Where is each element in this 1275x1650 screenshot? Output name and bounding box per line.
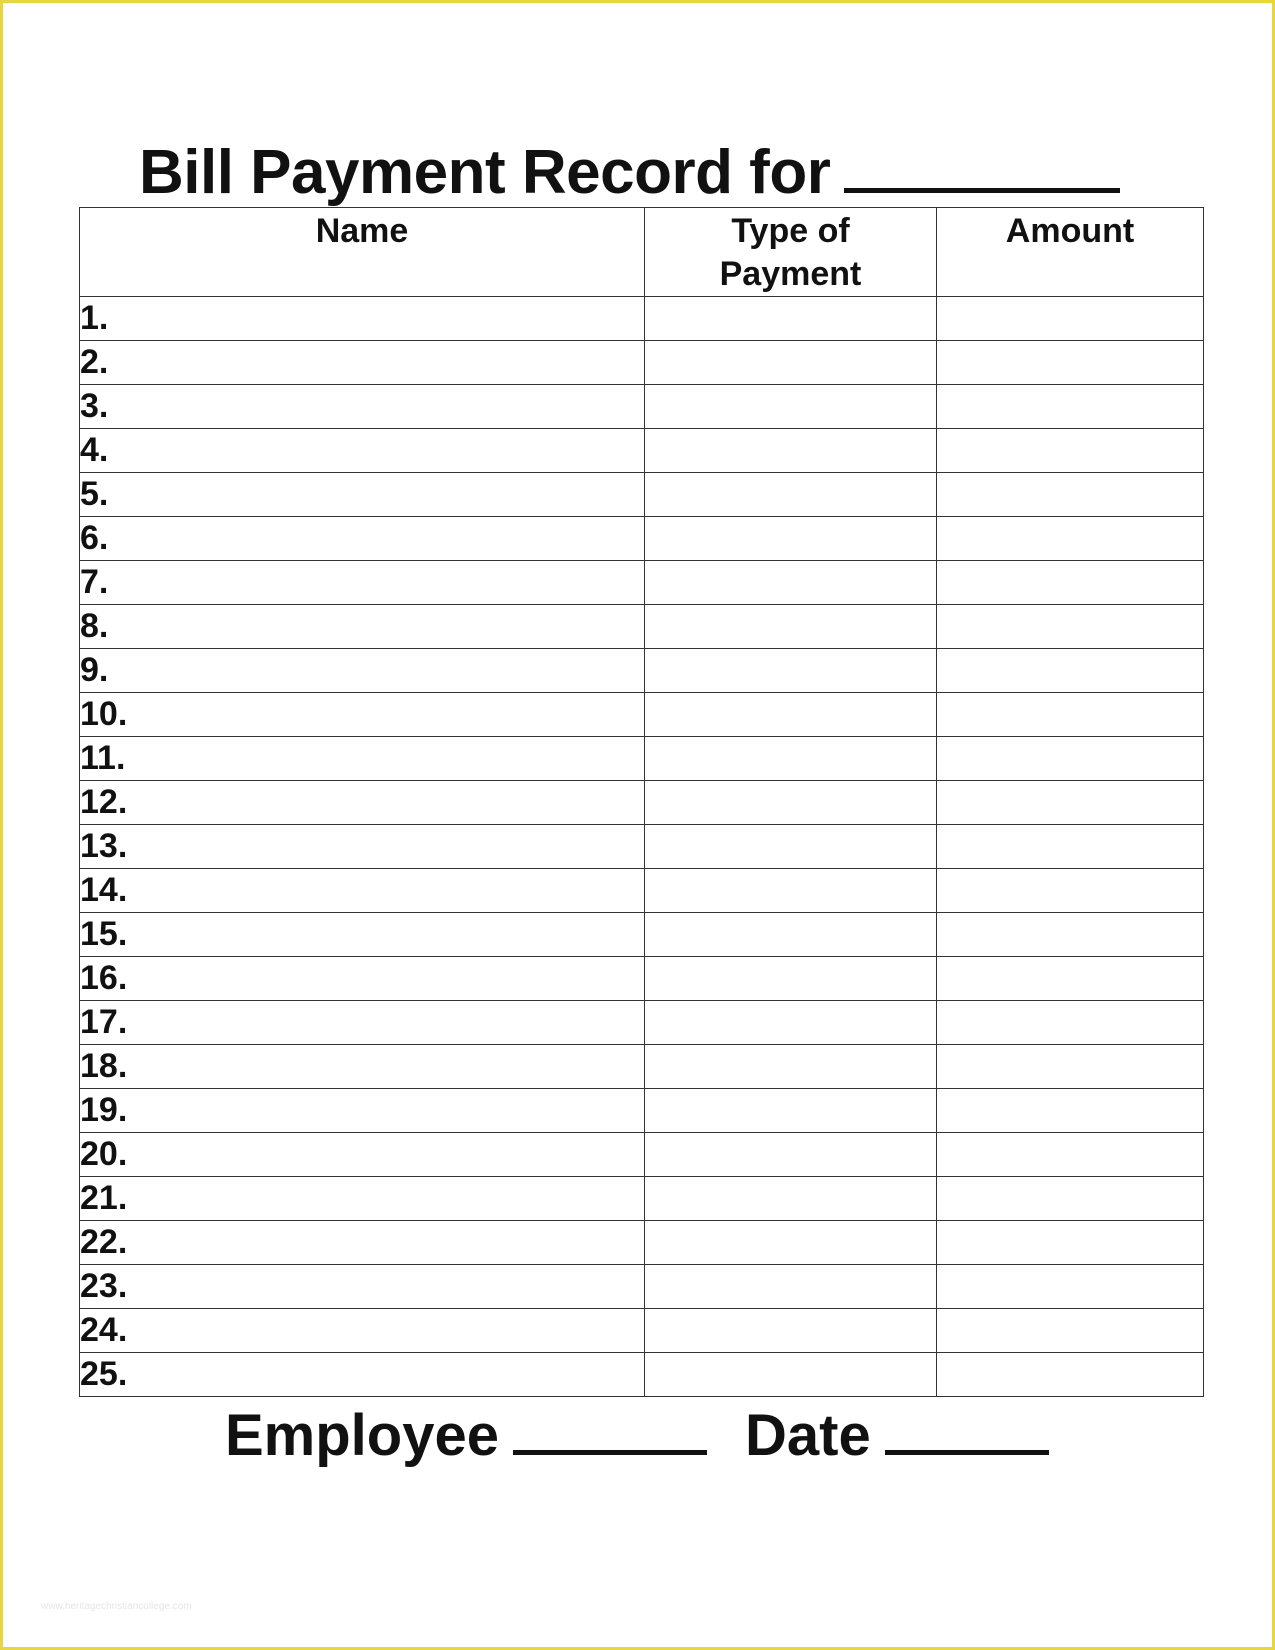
column-header-type-of-payment — [645, 208, 937, 297]
amount-cell[interactable] — [937, 1309, 1204, 1353]
type-of-payment-cell[interactable] — [645, 1001, 937, 1045]
type-of-payment-cell[interactable] — [645, 1221, 937, 1265]
type-of-payment-cell[interactable] — [645, 693, 937, 737]
type-of-payment-cell[interactable] — [645, 517, 937, 561]
table-row — [80, 1265, 1204, 1309]
type-of-payment-cell[interactable] — [645, 1045, 937, 1089]
table-row — [80, 517, 1204, 561]
type-of-payment-cell[interactable] — [645, 825, 937, 869]
amount-cell[interactable] — [937, 1221, 1204, 1265]
type-of-payment-cell[interactable] — [645, 605, 937, 649]
form-title-text: Bill Payment Record for — [139, 138, 831, 207]
row-number[interactable]: 2. — [80, 341, 645, 385]
amount-cell[interactable] — [937, 341, 1204, 385]
row-number[interactable]: 16. — [80, 957, 645, 1001]
employee-blank-line[interactable] — [513, 1450, 707, 1455]
row-number[interactable]: 25. — [80, 1353, 645, 1397]
row-number[interactable]: 15. — [80, 913, 645, 957]
table-row — [80, 693, 1204, 737]
table-row — [80, 297, 1204, 341]
column-header-amount: Amount — [937, 208, 1204, 297]
type-of-payment-cell[interactable] — [645, 957, 937, 1001]
row-number[interactable]: 6. — [80, 517, 645, 561]
column-header-type-line1: Type of — [731, 212, 850, 250]
table-row — [80, 1089, 1204, 1133]
payment-table — [79, 207, 1204, 1397]
type-of-payment-cell[interactable] — [645, 341, 937, 385]
type-of-payment-cell[interactable] — [645, 473, 937, 517]
table-row — [80, 825, 1204, 869]
type-of-payment-cell[interactable] — [645, 1265, 937, 1309]
row-number[interactable]: 18. — [80, 1045, 645, 1089]
row-number[interactable]: 20. — [80, 1133, 645, 1177]
form-title — [139, 137, 1120, 209]
row-number[interactable]: 3. — [80, 385, 645, 429]
table-row — [80, 737, 1204, 781]
table-row — [80, 1309, 1204, 1353]
row-number[interactable]: 17. — [80, 1001, 645, 1045]
amount-cell[interactable] — [937, 649, 1204, 693]
amount-cell[interactable] — [937, 1177, 1204, 1221]
type-of-payment-cell[interactable] — [645, 1089, 937, 1133]
table-row — [80, 385, 1204, 429]
amount-cell[interactable] — [937, 297, 1204, 341]
table-row — [80, 341, 1204, 385]
table-row — [80, 561, 1204, 605]
amount-cell[interactable] — [937, 869, 1204, 913]
amount-cell[interactable] — [937, 913, 1204, 957]
table-row — [80, 429, 1204, 473]
row-number[interactable]: 1. — [80, 297, 645, 341]
table-row — [80, 1045, 1204, 1089]
type-of-payment-cell[interactable] — [645, 385, 937, 429]
row-number[interactable]: 4. — [80, 429, 645, 473]
amount-cell[interactable] — [937, 517, 1204, 561]
table-row — [80, 1177, 1204, 1221]
table-row — [80, 1221, 1204, 1265]
type-of-payment-cell[interactable] — [645, 297, 937, 341]
type-of-payment-cell[interactable] — [645, 869, 937, 913]
date-label: Date — [745, 1403, 871, 1468]
column-header-name: Name — [80, 208, 645, 297]
row-number[interactable]: 7. — [80, 561, 645, 605]
table-row — [80, 957, 1204, 1001]
row-number[interactable]: 19. — [80, 1089, 645, 1133]
amount-cell[interactable] — [937, 561, 1204, 605]
row-number[interactable]: 24. — [80, 1309, 645, 1353]
row-number[interactable]: 9. — [80, 649, 645, 693]
row-number[interactable]: 23. — [80, 1265, 645, 1309]
title-blank-line[interactable] — [844, 188, 1120, 193]
employee-label: Employee — [225, 1403, 499, 1468]
row-number[interactable]: 11. — [80, 737, 645, 781]
amount-cell[interactable] — [937, 781, 1204, 825]
type-of-payment-cell[interactable] — [645, 561, 937, 605]
amount-cell[interactable] — [937, 737, 1204, 781]
table-row — [80, 1133, 1204, 1177]
column-header-type-line2: Payment — [719, 255, 862, 293]
table-row — [80, 1353, 1204, 1397]
amount-cell[interactable] — [937, 1133, 1204, 1177]
type-of-payment-cell[interactable] — [645, 737, 937, 781]
amount-cell[interactable] — [937, 385, 1204, 429]
type-of-payment-cell[interactable] — [645, 1309, 937, 1353]
signature-footer — [225, 1401, 1049, 1471]
amount-cell[interactable] — [937, 1353, 1204, 1397]
row-number[interactable]: 12. — [80, 781, 645, 825]
amount-cell[interactable] — [937, 1045, 1204, 1089]
type-of-payment-cell[interactable] — [645, 1177, 937, 1221]
row-number[interactable]: 14. — [80, 869, 645, 913]
amount-cell[interactable] — [937, 693, 1204, 737]
amount-cell[interactable] — [937, 1265, 1204, 1309]
table-row — [80, 913, 1204, 957]
row-number[interactable]: 21. — [80, 1177, 645, 1221]
amount-cell[interactable] — [937, 605, 1204, 649]
amount-cell[interactable] — [937, 825, 1204, 869]
type-of-payment-cell[interactable] — [645, 781, 937, 825]
type-of-payment-cell[interactable] — [645, 1353, 937, 1397]
amount-cell[interactable] — [937, 1001, 1204, 1045]
table-header-row — [80, 208, 1204, 297]
type-of-payment-cell[interactable] — [645, 429, 937, 473]
amount-cell[interactable] — [937, 1089, 1204, 1133]
amount-cell[interactable] — [937, 957, 1204, 1001]
date-blank-line[interactable] — [885, 1450, 1049, 1455]
type-of-payment-cell[interactable] — [645, 1133, 937, 1177]
table-row — [80, 781, 1204, 825]
table-row — [80, 649, 1204, 693]
table-row — [80, 605, 1204, 649]
row-number[interactable]: 22. — [80, 1221, 645, 1265]
table-row — [80, 869, 1204, 913]
row-number[interactable]: 5. — [80, 473, 645, 517]
amount-cell[interactable] — [937, 473, 1204, 517]
amount-cell[interactable] — [937, 429, 1204, 473]
row-number[interactable]: 10. — [80, 693, 645, 737]
table-row — [80, 1001, 1204, 1045]
watermark-text: www.heritagechristiancollege.com — [41, 1601, 192, 1612]
type-of-payment-cell[interactable] — [645, 913, 937, 957]
type-of-payment-cell[interactable] — [645, 649, 937, 693]
row-number[interactable]: 13. — [80, 825, 645, 869]
row-number[interactable]: 8. — [80, 605, 645, 649]
table-row — [80, 473, 1204, 517]
